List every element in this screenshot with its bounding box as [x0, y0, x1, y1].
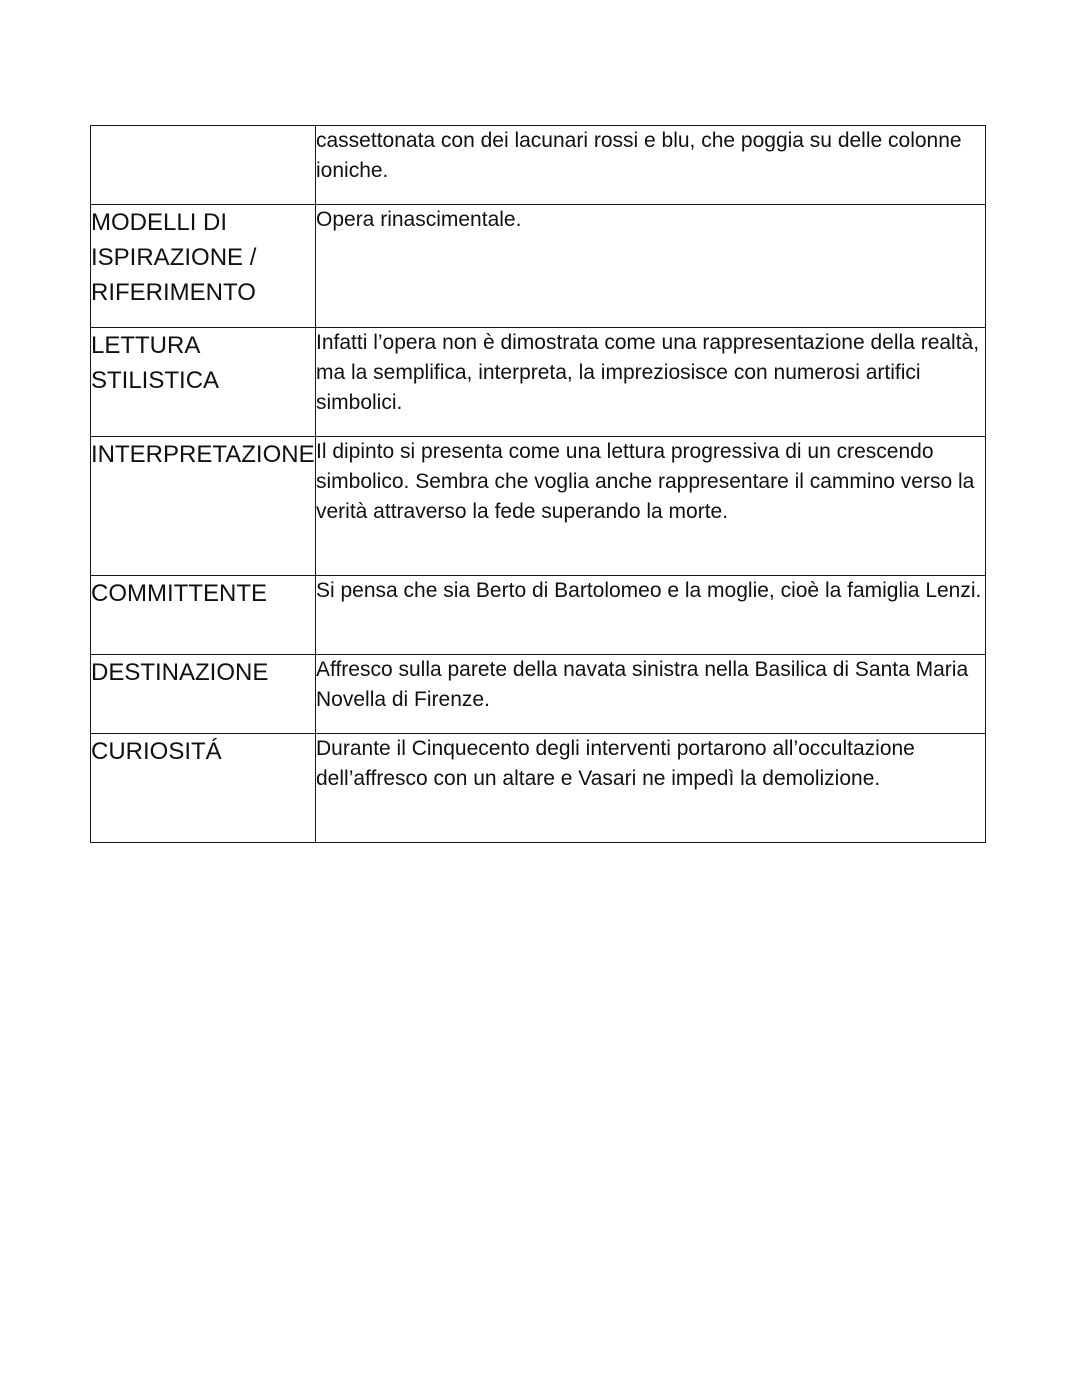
table-row	[91, 205, 986, 328]
table-row	[91, 126, 986, 205]
table-row	[91, 734, 986, 843]
table-row	[91, 328, 986, 437]
row-label-destinazione: DESTINAZIONE	[91, 655, 316, 734]
table-row	[91, 576, 986, 655]
row-label-curiosita: CURIOSITÁ	[91, 734, 316, 843]
row-label-committente: COMMITTENTE	[91, 576, 316, 655]
table-row	[91, 437, 986, 576]
row-label-lettura-stilistica: LETTURA STILISTICA	[91, 328, 316, 437]
row-value-curiosita: Durante il Cinquecento degli interventi portarono all’occultazione dell’affresco con un altare e Vasari ne impedì la demolizione.	[316, 734, 986, 843]
row-value-destinazione: Affresco sulla parete della navata sinistra nella Basilica di Santa Maria Novella di Firenze.	[316, 655, 986, 734]
row-value-interpretazione: Il dipinto si presenta come una lettura progressiva di un crescendo simbolico. Sembra che voglia anche rappresentare il cammino verso la verità attraverso la fede superando la morte.	[316, 437, 986, 576]
row-value-modelli: Opera rinascimentale.	[316, 205, 986, 328]
row-label-empty	[91, 126, 316, 205]
row-label-interpretazione: INTERPRETAZIONE	[91, 437, 316, 576]
row-value-description-continued: cassettonata con dei lacunari rossi e blu, che poggia su delle colonne ioniche.	[316, 126, 986, 205]
row-label-modelli: MODELLI DI ISPIRAZIONE / RIFERIMENTO	[91, 205, 316, 328]
row-value-lettura-stilistica: Infatti l’opera non è dimostrata come una rappresentazione della realtà, ma la semplifica, interpreta, la impreziosisce con numerosi artifici simbolici.	[316, 328, 986, 437]
artwork-analysis-table	[90, 125, 986, 843]
row-value-committente: Si pensa che sia Berto di Bartolomeo e la moglie, cioè la famiglia Lenzi.	[316, 576, 986, 655]
table-row	[91, 655, 986, 734]
